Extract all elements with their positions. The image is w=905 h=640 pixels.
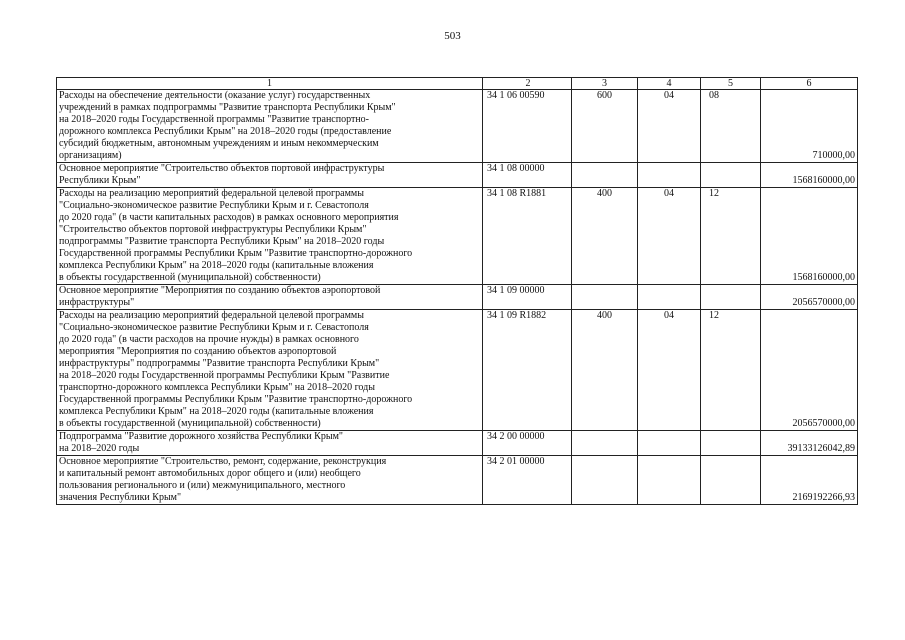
table-row xyxy=(57,285,858,310)
row-code: 34 1 08 R1881 xyxy=(483,188,572,285)
row-col-3 xyxy=(572,456,638,505)
row-code: 34 1 06 00590 xyxy=(483,90,572,163)
row-col-5 xyxy=(701,285,761,310)
row-col-4 xyxy=(638,285,701,310)
row-name: Расходы на реализацию мероприятий федеральной целевой программы "Социально-экономическое развитие Республики Крым и г. Севастополя до 2020 года" (в части капитальных расходов) в рамках основного мероприятия "Строительство объектов портовой инфраструктуры Республики Крым" подпрограммы "Развитие транспорта Республики Крым" на 2018–2020 годы Государственной программы Республики Крым "Развитие транспортно-дорожного комплекса Республики Крым" на 2018–2020 годы (капитальные вложения в объекты государственной (муниципальной) собственности) xyxy=(59,188,413,283)
row-amount: 710000,00 xyxy=(761,90,858,163)
row-name: Расходы на реализацию мероприятий федеральной целевой программы "Социально-экономическое развитие Республики Крым и г. Севастополя до 2020 года" (в части расходов на прочие нужды) в рамках основного мероприятия "Мероприятия по созданию объектов аэропортовой инфраструктуры" подпрограммы "Развитие транспорта Республики Крым" на 2018–2020 годы Государственной программы Республики Крым "Развитие транспортно-дорожного комплекса Республики Крым" на 2018–2020 годы Государственной программы Республики Крым "Развитие транспортно-дорожного комплекса Республики Крым" на 2018–2020 годы (капитальные вложения в объекты государственной (муниципальной) собственности) xyxy=(59,310,413,429)
row-amount: 1568160000,00 xyxy=(761,188,858,285)
table-body xyxy=(57,90,858,505)
row-name-cell xyxy=(57,188,483,285)
row-amount: 2056570000,00 xyxy=(761,310,858,431)
header-col-2: 2 xyxy=(483,78,572,90)
row-col-5 xyxy=(701,163,761,188)
header-col-4: 4 xyxy=(638,78,701,90)
row-col-5 xyxy=(701,456,761,505)
row-col-4: 04 xyxy=(638,310,701,431)
row-col-3: 600 xyxy=(572,90,638,163)
row-col-5: 12 xyxy=(701,310,761,431)
row-name-cell xyxy=(57,456,483,505)
row-name: Основное мероприятие "Строительство, ремонт, содержание, реконструкция и капитальный ремонт автомобильных дорог общего и (или) необщего пользования регионального и (или) межмуниципального, местного значения Республики Крым" xyxy=(59,456,387,503)
row-name-cell xyxy=(57,90,483,163)
row-code: 34 1 08 00000 xyxy=(483,163,572,188)
row-amount: 39133126042,89 xyxy=(761,431,858,456)
header-col-1: 1 xyxy=(57,78,483,90)
header-col-6: 6 xyxy=(761,78,858,90)
table-row xyxy=(57,310,858,431)
row-code: 34 1 09 R1882 xyxy=(483,310,572,431)
row-name-cell xyxy=(57,431,483,456)
row-col-4 xyxy=(638,431,701,456)
row-name-cell xyxy=(57,163,483,188)
page-number: 503 xyxy=(444,30,461,42)
table-row xyxy=(57,431,858,456)
budget-table xyxy=(56,77,858,505)
row-col-3: 400 xyxy=(572,188,638,285)
row-col-3 xyxy=(572,431,638,456)
row-col-5: 08 xyxy=(701,90,761,163)
row-col-5: 12 xyxy=(701,188,761,285)
row-col-3: 400 xyxy=(572,310,638,431)
row-amount: 2169192266,93 xyxy=(761,456,858,505)
row-col-4 xyxy=(638,163,701,188)
row-col-3 xyxy=(572,285,638,310)
row-name: Подпрограмма "Развитие дорожного хозяйства Республики Крым" на 2018–2020 годы xyxy=(59,431,343,454)
table-row xyxy=(57,188,858,285)
row-name: Основное мероприятие "Мероприятия по созданию объектов аэропортовой инфраструктуры" xyxy=(59,285,381,308)
row-col-4: 04 xyxy=(638,90,701,163)
row-name-cell xyxy=(57,285,483,310)
table-row xyxy=(57,163,858,188)
table-row xyxy=(57,456,858,505)
row-col-4 xyxy=(638,456,701,505)
row-col-5 xyxy=(701,431,761,456)
row-amount: 2056570000,00 xyxy=(761,285,858,310)
row-name: Расходы на обеспечение деятельности (оказание услуг) государственных учреждений в рамках подпрограммы "Развитие транспорта Республики Крым" на 2018–2020 годы Государственной программы "Развитие транспортно- дорожного комплекса Республики Крым" на 2018–2020 годы (предоставление субсидий бюджетным, автономным учреждениям и иным некоммерческим организациям) xyxy=(59,90,396,161)
row-code: 34 2 01 00000 xyxy=(483,456,572,505)
row-code: 34 1 09 00000 xyxy=(483,285,572,310)
header-col-5: 5 xyxy=(701,78,761,90)
table-header xyxy=(57,78,858,90)
header-col-3: 3 xyxy=(572,78,638,90)
header-row xyxy=(57,78,858,90)
row-code: 34 2 00 00000 xyxy=(483,431,572,456)
row-amount: 1568160000,00 xyxy=(761,163,858,188)
row-col-4: 04 xyxy=(638,188,701,285)
table-row xyxy=(57,90,858,163)
row-col-3 xyxy=(572,163,638,188)
row-name-cell xyxy=(57,310,483,431)
row-name: Основное мероприятие "Строительство объектов портовой инфраструктуры Республики Крым" xyxy=(59,163,385,186)
